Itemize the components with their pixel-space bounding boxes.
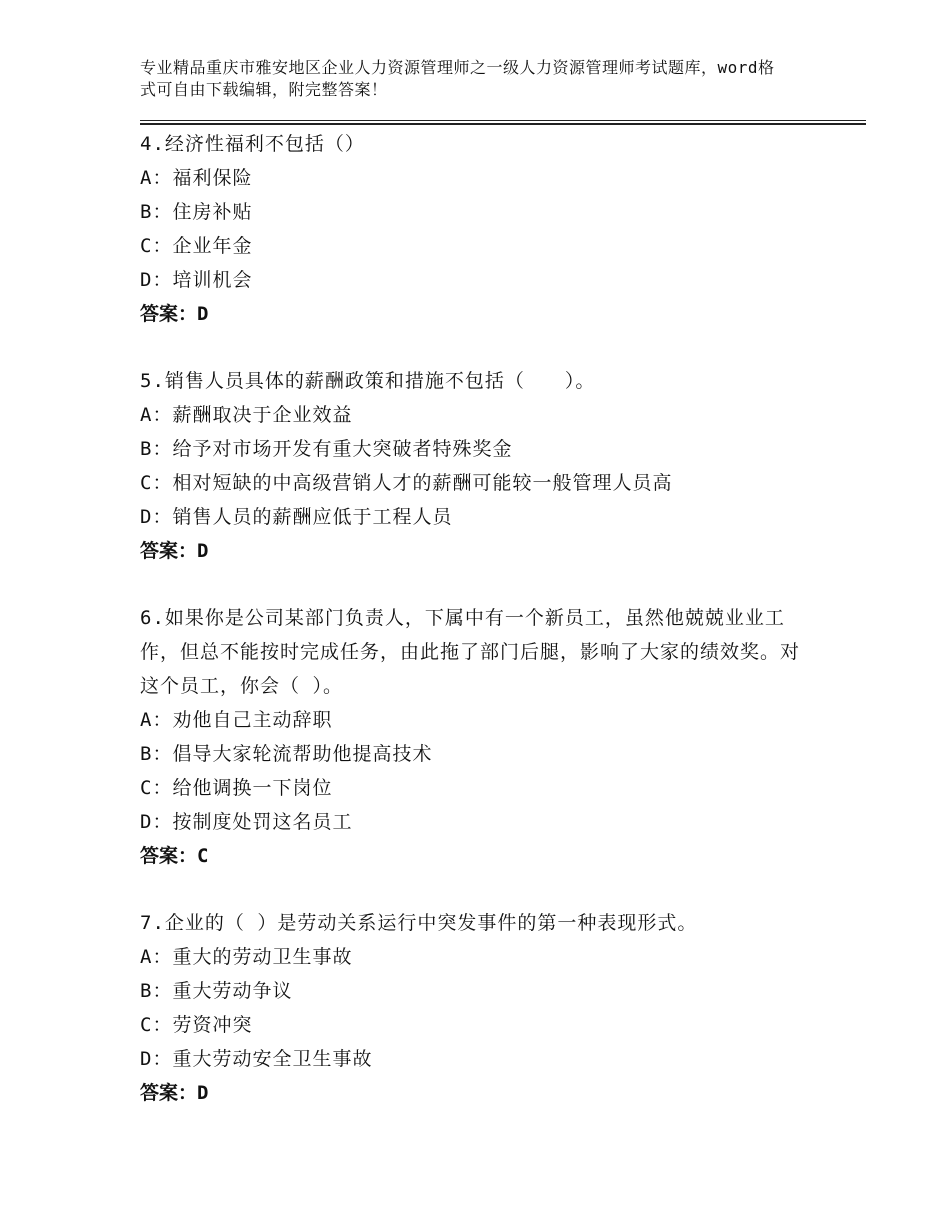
question-stem: 5.销售人员具体的薪酬政策和措施不包括（ ）。 (140, 370, 596, 392)
header-rule-bottom (140, 123, 866, 125)
option-b: B：给予对市场开发有重大突破者特殊奖金 (140, 438, 513, 460)
answer-label: 答案：D (140, 540, 209, 562)
option-c: C：企业年金 (140, 235, 253, 257)
option-c: C：劳资冲突 (140, 1014, 253, 1036)
option-c: C：相对短缺的中高级营销人才的薪酬可能较一般管理人员高 (140, 472, 673, 494)
option-b: B：重大劳动争议 (140, 980, 293, 1002)
question-stem: 6.如果你是公司某部门负责人，下属中有一个新员工，虽然他兢兢业业工作，但总不能按时完成任务，由此拖了部门后腿，影响了大家的绩效奖。对这个员工，你会（ ）。 (140, 607, 801, 697)
answer-label: 答案：D (140, 303, 209, 325)
option-d: D：重大劳动安全卫生事故 (140, 1048, 373, 1070)
option-d: D：按制度处罚这名员工 (140, 811, 353, 833)
question-stem: 4.经济性福利不包括（） (140, 133, 365, 155)
option-a: A：薪酬取决于企业效益 (140, 404, 353, 426)
option-b: B：倡导大家轮流帮助他提高技术 (140, 743, 433, 765)
question-6 (140, 601, 860, 873)
answer-label: 答案：C (140, 845, 209, 867)
answer-label: 答案：D (140, 1082, 209, 1104)
question-4 (140, 127, 860, 331)
option-a: A：劝他自己主动辞职 (140, 709, 333, 731)
option-d: D：培训机会 (140, 269, 253, 291)
option-b: B：住房补贴 (140, 201, 253, 223)
option-d: D：销售人员的薪酬应低于工程人员 (140, 506, 453, 528)
question-5 (140, 364, 860, 568)
question-7 (140, 906, 860, 1110)
option-a: A：福利保险 (140, 167, 253, 189)
option-a: A：重大的劳动卫生事故 (140, 946, 353, 968)
document-header: 专业精品重庆市雅安地区企业人力资源管理师之一级人力资源管理师考试题库，word格式可自由下载编辑，附完整答案！ (140, 58, 775, 99)
option-c: C：给他调换一下岗位 (140, 777, 333, 799)
question-stem: 7.企业的（ ）是劳动关系运行中突发事件的第一种表现形式。 (140, 912, 698, 934)
header-rule-top (140, 120, 866, 121)
question-list (140, 127, 860, 1143)
